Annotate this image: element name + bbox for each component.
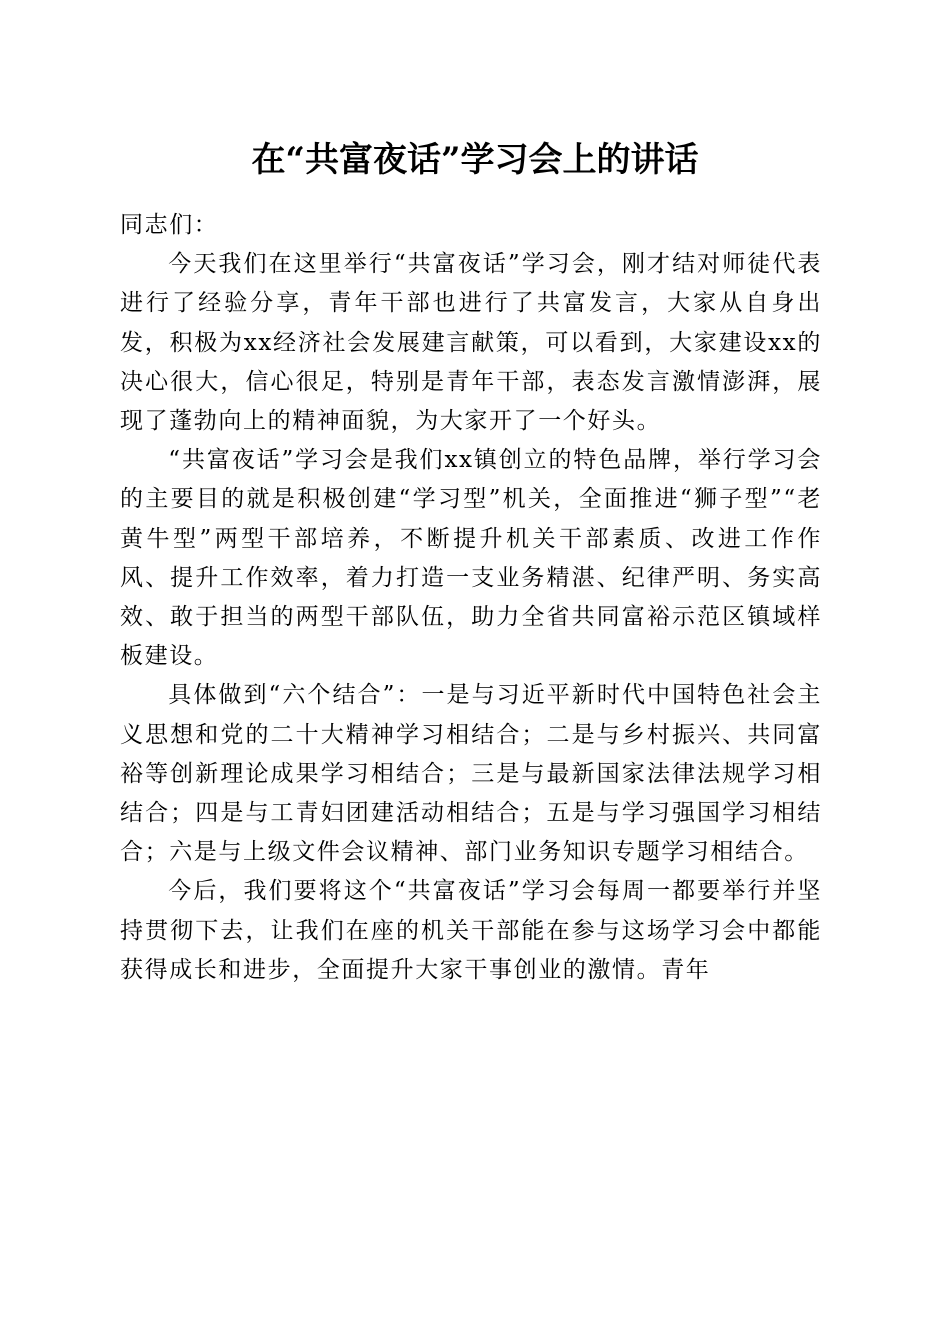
paragraph-2: “共富夜话”学习会是我们xx镇创立的特色品牌，举行学习会的主要目的就是积极创建“学习型”机关，全面推进“狮子型”“老黄牛型”两型干部培养，不断提升机关干部素质、改进工作作风、提升工作效率，着力打造一支业务精湛、纪律严明、务实高效、敢于担当的两型干部队伍，助力全省共同富裕示范区镇域样板建设。 (120, 447, 822, 670)
salutation: 同志们： (120, 212, 219, 238)
paragraph-3: 具体做到“六个结合”：一是与习近平新时代中国特色社会主义思想和党的二十大精神学习相结合；二是与乡村振兴、共同富裕等创新理论成果学习相结合；三是与最新国家法律法规学习相结合；四是与工青妇团建活动相结合；五是与学习强国学习相结合；六是与上级文件会议精神、部门业务知识专题学习相结合。 (120, 682, 822, 866)
document-title: 在“共富夜话”学习会上的讲话 (251, 140, 699, 180)
paragraph-1: 今天我们在这里举行“共富夜话”学习会，刚才结对师徒代表进行了经验分享，青年干部也进行了共富发言，大家从自身出发，积极为xx经济社会发展建言献策，可以看到，大家建设xx的决心很大，信心很足，特别是青年干部，表态发言激情澎湃，展现了蓬勃向上的精神面貌，为大家开了一个好头。 (120, 251, 822, 435)
document-body (120, 206, 822, 990)
paragraph-4: 今后，我们要将这个“共富夜话”学习会每周一都要举行并坚持贯彻下去，让我们在座的机关干部能在参与这场学习会中都能获得成长和进步，全面提升大家干事创业的激情。青年 (120, 878, 822, 983)
